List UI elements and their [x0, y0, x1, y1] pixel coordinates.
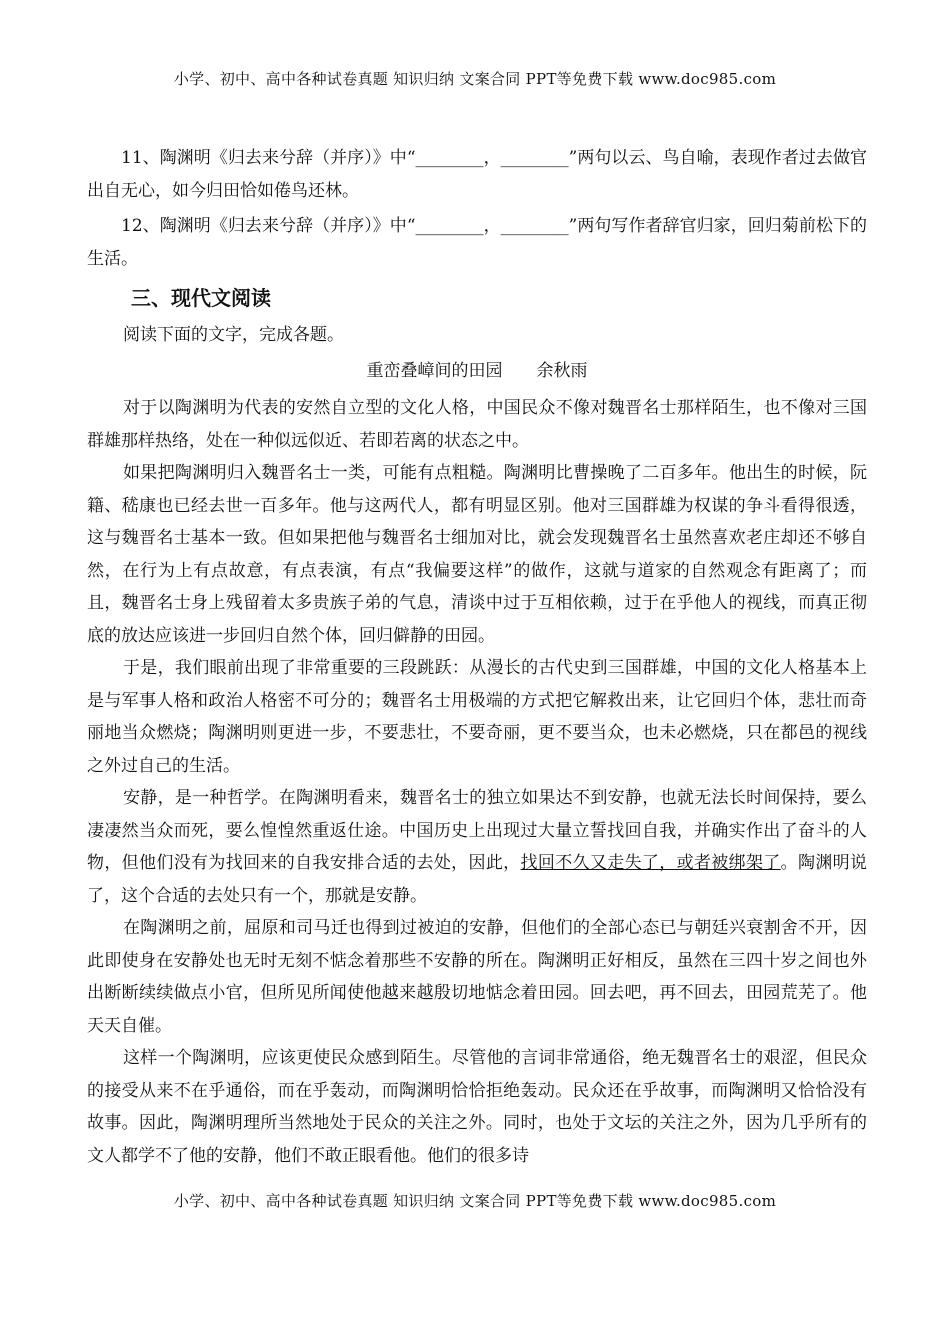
paragraph-4-part-a: 安静，是一种哲学。在陶渊明看来，魏晋名士的独立如果达不到安静，也就无法长时间保持，要么凄凄然当众而死，要么惶惶然重返仕途。中国历史上出现过大量立誓找回自我，并确实作出了奋斗的人物，但他们没有为找回来的自我安排合适的去处，因此，	[87, 788, 867, 873]
question-11: 11、陶渊明《归去来兮辞（并序）》中“________，________”两句以云、鸟自喻，表现作者过去做官出自无心，如今归田恰如倦鸟还林。	[87, 148, 867, 201]
paragraph-1: 对于以陶渊明为代表的安然自立型的文化人格，中国民众不像对魏晋名士那样陌生，也不像对三国群雄那样热络，处在一种似远似近、若即若离的状态之中。	[87, 398, 867, 451]
article-title-line	[87, 356, 867, 386]
page-content	[87, 142, 867, 1172]
paragraph-2: 如果把陶渊明归入魏晋名士一类，可能有点粗糙。陶渊明比曹操晚了二百多年。他出生的时候，阮籍、嵇康也已经去世一百多年。他与这两代人，都有明显区别。他对三国群雄为权谋的争斗看得很透，这与魏晋名士基本一致。但如果把他与魏晋名士细加对比，就会发现魏晋名士虽然喜欢老庄却还不够自然，在行为上有点故意，有点表演，有点“我偏要这样”的做作，这就与道家的自然观念有距离了；而且，魏晋名士身上残留着太多贵族子弟的气息，清谈中过于互相依赖，过于在乎他人的视线，而真正彻底的放达应该进一步回归自然个体，回归僻静的田园。	[87, 463, 867, 646]
paragraph-3: 于是，我们眼前出现了非常重要的三段跳跃：从漫长的古代史到三国群雄，中国的文化人格基本上是与军事人格和政治人格密不可分的；魏晋名士用极端的方式把它解救出来，让它回归个体，悲壮而奇丽地当众燃烧；陶渊明则更进一步，不要悲壮，不要奇丽，更不要当众，也未必燃烧，只在都邑的视线之外过自己的生活。	[87, 658, 867, 776]
question-12: 12、陶渊明《归去来兮辞（并序）》中“________，________”两句写作者辞官归家，回归菊前松下的生活。	[87, 216, 867, 269]
page-footer: 小学、初中、高中各种试卷真题 知识归纳 文案合同 PPT等免费下载 www.doc985.com	[173, 1192, 777, 1210]
article-author: 余秋雨	[536, 361, 588, 381]
paragraph-5: 在陶渊明之前，屈原和司马迁也得到过被迫的安静，但他们的全部心态已与朝廷兴衰割舍不开，因此即使身在安静处也无时无刻不惦念着那些不安静的所在。陶渊明正好相反，虽然在三四十岁之间也外出断断续续做点小官，但所见所闻使他越来越殷切地惦念着田园。回去吧，再不回去，田园荒芜了。他天天自催。	[87, 918, 867, 1036]
page-header: 小学、初中、高中各种试卷真题 知识归纳 文案合同 PPT等免费下载 www.doc985.com	[173, 70, 777, 88]
underlined-sentence: 找回不久又走失了，或者被绑架了	[520, 853, 781, 873]
section-heading: 三、现代文阅读	[131, 286, 271, 310]
reading-instruction: 阅读下面的文字，完成各题。	[123, 325, 344, 345]
article-title: 重峦叠嶂间的田园	[366, 361, 503, 381]
paragraph-6: 这样一个陶渊明，应该更使民众感到陌生。尽管他的言词非常通俗，绝无魏晋名士的艰涩，但民众的接受从来不在乎通俗，而在乎轰动，而陶渊明恰恰拒绝轰动。民众还在乎故事，而陶渊明又恰恰没有故事。因此，陶渊明理所当然地处于民众的关注之外。同时，也处于文坛的关注之外，因为几乎所有的文人都学不了他的安静，他们不敢正眼看他。他们的很多诗	[87, 1048, 867, 1166]
paragraph-4	[87, 782, 867, 912]
paragraph-4-part-b: 。陶渊明说了，这个合适的去处只有一个，那就是安静。	[87, 853, 868, 906]
